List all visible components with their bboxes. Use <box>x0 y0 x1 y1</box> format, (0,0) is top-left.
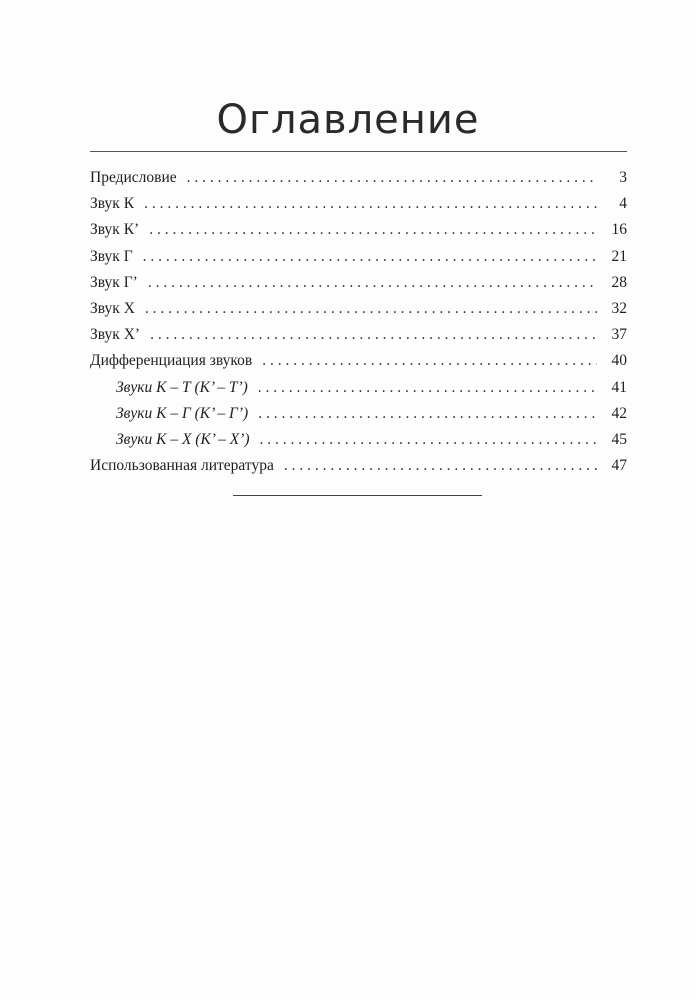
toc-subentry-k-kh[interactable] <box>90 427 627 453</box>
dot-leader <box>143 244 597 270</box>
toc-entry-label: Дифференциация звуков <box>90 352 253 370</box>
toc-entry-sound-kh-soft[interactable] <box>90 322 627 348</box>
toc-entry-page: 32 <box>611 299 627 317</box>
toc-entry-label: Предисловие <box>90 169 177 186</box>
dot-leader <box>258 401 597 427</box>
toc-entry-page: 47 <box>611 457 627 475</box>
toc-entry-label: Звук Г <box>90 247 133 265</box>
toc-entry-preface[interactable] <box>90 165 627 191</box>
dot-leader <box>284 453 597 479</box>
dot-leader <box>258 375 597 401</box>
dot-leader <box>145 296 597 322</box>
toc-entry-sound-g-soft[interactable] <box>90 270 627 296</box>
dot-leader <box>262 348 597 374</box>
page-title: Оглавление <box>216 97 480 143</box>
toc-entry-label: Звук Х <box>90 299 135 317</box>
toc-entry-page: 45 <box>611 430 627 448</box>
toc-entry-label: Звук Г’ <box>90 273 138 291</box>
title-divider <box>90 151 627 152</box>
toc-entry-sound-g[interactable] <box>90 244 627 270</box>
toc-entry-references[interactable] <box>90 453 627 479</box>
dot-leader <box>148 270 597 296</box>
toc-entry-page: 4 <box>619 195 627 213</box>
toc-entry-page: 16 <box>611 221 627 239</box>
toc-subentry-k-g[interactable] <box>90 401 627 427</box>
dot-leader <box>150 322 597 348</box>
toc-entry-label: Звук Х’ <box>90 326 141 344</box>
toc-entry-differentiation[interactable] <box>90 348 627 374</box>
toc-entry-sound-kh[interactable] <box>90 296 627 322</box>
toc-entry-label: Звуки К – Т (К’ – Т’) <box>116 378 248 396</box>
toc-entry-sound-k[interactable] <box>90 191 627 217</box>
dot-leader <box>144 191 597 217</box>
toc-subentry-k-t[interactable] <box>90 375 627 401</box>
toc-entry-label: Звуки К – Х (К’ – Х’) <box>116 430 250 448</box>
toc-entry-page: 37 <box>611 326 627 344</box>
dot-leader <box>149 217 597 243</box>
closing-divider <box>233 495 482 496</box>
toc-entry-page: 3 <box>619 169 627 186</box>
dot-leader <box>259 427 597 453</box>
toc-entry-label: Звуки К – Г (К’ – Г’) <box>116 404 249 422</box>
toc-entry-page: 41 <box>611 378 627 396</box>
toc-entry-page: 28 <box>611 273 627 291</box>
toc-entry-page: 42 <box>611 404 627 422</box>
toc-entry-page: 40 <box>611 352 627 370</box>
table-of-contents <box>90 165 627 479</box>
toc-entry-page: 21 <box>611 247 627 265</box>
dot-leader <box>187 165 597 191</box>
toc-entry-label: Использованная литература <box>90 457 274 475</box>
toc-entry-sound-k-soft[interactable] <box>90 217 627 243</box>
toc-entry-label: Звук К <box>90 195 135 213</box>
toc-entry-label: Звук К’ <box>90 221 140 239</box>
